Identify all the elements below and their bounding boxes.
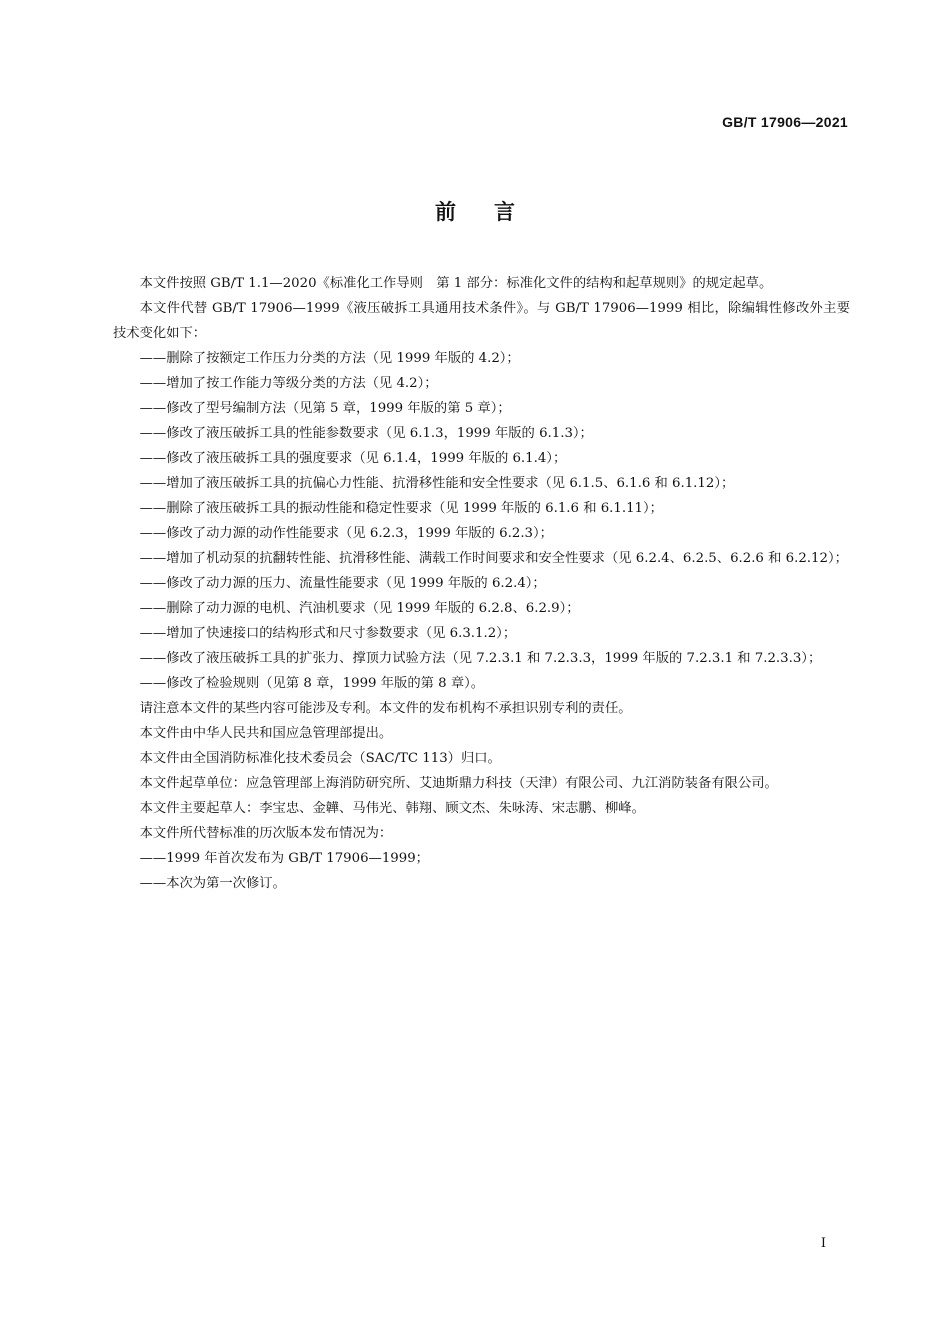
list-item: ——修改了检验规则（见第 8 章，1999 年版的第 8 章）。	[139, 676, 485, 691]
changes-list	[113, 346, 850, 696]
foreword-body	[113, 271, 850, 896]
list-item: ——修改了型号编制方法（见第 5 章，1999 年版的第 5 章）；	[139, 401, 511, 416]
list-item: ——修改了液压破拆工具的强度要求（见 6.1.4，1999 年版的 6.1.4）；	[139, 451, 567, 466]
list-item: ——修改了液压破拆工具的扩张力、撑顶力试验方法（见 7.2.3.1 和 7.2.3.3，1999 年版的 7.2.3.1 和 7.2.3.3）；	[139, 651, 822, 666]
paragraph-drafters: 本文件主要起草人：李宝忠、金韡、马伟光、韩翔、顾文杰、朱咏涛、宋志鹏、柳峰。	[139, 801, 645, 816]
list-item: ——删除了动力源的电机、汽油机要求（见 1999 年版的 6.2.8、6.2.9）；	[139, 601, 580, 616]
paragraph-version-history: 本文件所代替标准的历次版本发布情况为：	[139, 826, 393, 841]
paragraph-proposer: 本文件由中华人民共和国应急管理部提出。	[139, 726, 393, 741]
list-item: ——修改了液压破拆工具的性能参数要求（见 6.1.3，1999 年版的 6.1.3）；	[139, 426, 593, 441]
list-item: ——增加了快速接口的结构形式和尺寸参数要求（见 6.3.1.2）；	[139, 626, 517, 641]
paragraph-replacement: 本文件代替 GB/T 17906—1999《液压破拆工具通用技术条件》。与 GB/T 17906—1999 相比，除编辑性修改外主要技术变化如下：	[113, 301, 850, 341]
list-item: ——删除了液压破拆工具的振动性能和稳定性要求（见 1999 年版的 6.1.6 和 6.1.11）；	[139, 501, 663, 516]
page-title: 前言	[435, 200, 553, 224]
paragraph-drafting-rules: 本文件按照 GB/T 1.1—2020《标准化工作导则 第 1 部分：标准化文件的结构和起草规则》的规定起草。	[139, 276, 773, 291]
paragraph-patent-notice: 请注意本文件的某些内容可能涉及专利。本文件的发布机构不承担识别专利的责任。	[139, 701, 632, 716]
list-item: ——增加了液压破拆工具的抗偏心力性能、抗滑移性能和安全性要求（见 6.1.5、6.1.6 和 6.1.12）；	[139, 476, 735, 491]
list-item: ——增加了机动泵的抗翻转性能、抗滑移性能、满载工作时间要求和安全性要求（见 6.2.4、6.2.5、6.2.6 和 6.2.12）；	[139, 551, 848, 566]
list-item: ——修改了动力源的动作性能要求（见 6.2.3，1999 年版的 6.2.3）；	[139, 526, 553, 541]
list-item: ——修改了动力源的压力、流量性能要求（见 1999 年版的 6.2.4）；	[139, 576, 546, 591]
page-number: I	[820, 1236, 826, 1251]
paragraph-technical-committee: 本文件由全国消防标准化技术委员会（SAC/TC 113）归口。	[139, 751, 501, 766]
list-item: ——删除了按额定工作压力分类的方法（见 1999 年版的 4.2）；	[139, 351, 520, 366]
history-list	[113, 846, 850, 896]
list-item: ——1999 年首次发布为 GB/T 17906—1999；	[139, 851, 429, 866]
standard-code: GB/T 17906—2021	[722, 114, 848, 130]
paragraph-drafting-organizations: 本文件起草单位：应急管理部上海消防研究所、艾迪斯鼎力科技（天津）有限公司、九江消防装备有限公司。	[139, 776, 778, 791]
list-item: ——本次为第一次修订。	[139, 876, 286, 891]
list-item: ——增加了按工作能力等级分类的方法（见 4.2）；	[139, 376, 438, 391]
